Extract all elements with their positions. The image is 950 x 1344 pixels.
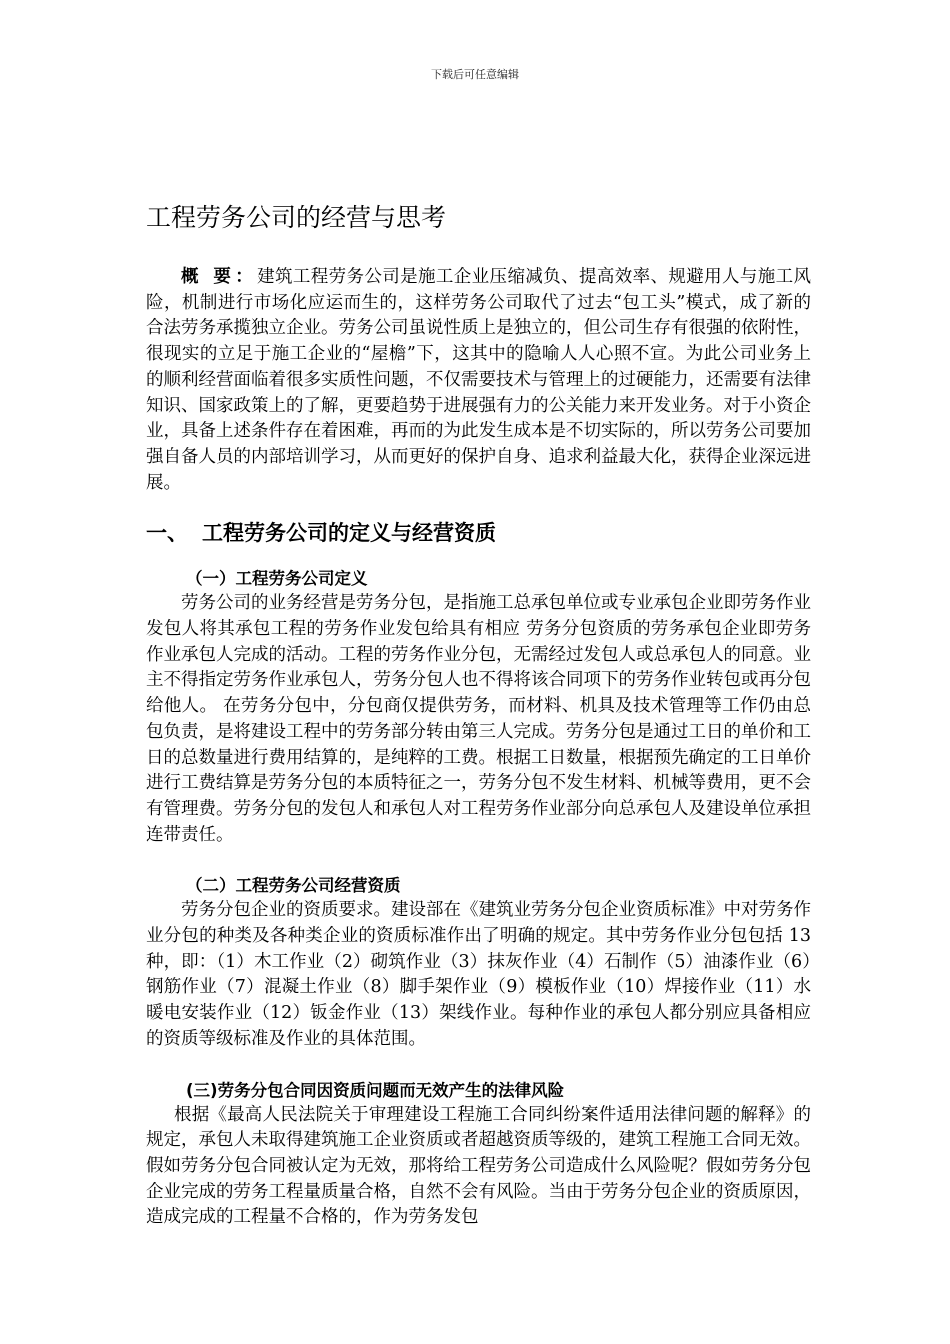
section-number: 一、 [146,521,188,546]
subsection-paragraph-3: 根据《最高人民法院关于审理建设工程施工合同纠纷案件适用法律问题的解释》的规定，承包人未取得建筑施工企业资质或者超越资质等级的，建筑工程施工合同无效。假如劳务分包合同被认定为无效，那将给工程劳务公司造成什么风险呢？假如劳务分包企业完成的劳务工程量质量合格，自然不会有风险。当由于劳务分包企业的资质原因，造成完成的工程量不合格的，作为劳务发包 [146,1104,811,1228]
abstract-paragraph [146,265,811,496]
subsection-paragraph-1: 劳务公司的业务经营是劳务分包，是指施工总承包单位或专业承包企业即劳务作业发包人将其承包工程的劳务作业发包给具有相应 劳务分包资质的劳务承包企业即劳务作业承包人完成的活动。工程的劳务作业分包，无需经过发包人或总承包人的同意。业主不得指定劳务作业承包人，劳务分包人也不得将该合同项下的劳务作业转包或再分包给他人。 在劳务分包中，分包商仅提供劳务，而材料、机具及技术管理等工作仍由总包负责，是将建设工程中的劳务部分转由第三人完成。劳务分包是通过工日的单价和工日的总数量进行费用结算的，是纯粹的工费。根据工日数量，根据预先确定的工日单价进行工费结算是劳务分包的本质特征之一，劳务分包不发生材料、机械等费用，更不会有管理费。劳务分包的发包人和承包人对工程劳务作业部分向总承包人及建设单位承担连带责任。 [146,593,811,845]
spacer [146,848,811,873]
spacer [146,1053,811,1078]
subsection-heading-2: （二）工程劳务公司经营资质 [186,876,401,896]
section-heading-1 [146,518,811,548]
subsection-heading-3: (三)劳务分包合同因资质问题而无效产生的法律风险 [186,1080,565,1100]
subsection-paragraph-2: 劳务分包企业的资质要求。建设部在《建筑业劳务分包企业资质标准》中对劳务作业分包的种类及各种类企业的资质标准作出了明确的规定。其中劳务作业分包包括 13 种，即：（1）木工作业（2）砌筑作业（3）抹灰作业（4）石制作（5）油漆作业（6）钢筋作业（7）混凝土作业（8）脚手架作业（9）模板作业（10）焊接作业（11）水暖电安装作业（12）钣金作业（13）架线作业。每种作业的承包人都分别应具备相应的资质等级标准及作业的具体范围。 [146,900,811,1049]
section-title: 工程劳务公司的定义与经营资质 [202,521,496,546]
abstract-text: 建筑工程劳务公司是施工企业压缩减负、提高效率、规避用人与施工风险，机制进行市场化应运而生的，这样劳务公司取代了过去“包工头”模式，成了新的合法劳务承揽独立企业。劳务公司虽说性质上是独立的，但公司生存有很强的依附性，很现实的立足于施工企业的“屋檐”下，这其中的隐喻人人心照不宣。为此公司业务上的顺利经营面临着很多实质性问题，不仅需要技术与管理上的过硬能力，还需要有法律知识、国家政策上的了解，更要趋势于进展强有力的公关能力来开发业务。对于小资企业，具备上述条件存在着困难，再而的为此发生成本是不切实际的，所以劳务公司要加强自备人员的内部培训学习，从而更好的保护自身、追求利益最大化，获得企业深远进展。 [146,267,812,493]
page-title: 工程劳务公司的经营与思考 [146,203,447,232]
abstract-label: 概 要： [181,267,258,287]
header-note: 下载后可任意编辑 [431,68,519,81]
subsection-heading-1: （一）工程劳务公司定义 [186,569,368,589]
document-body [146,265,811,1231]
